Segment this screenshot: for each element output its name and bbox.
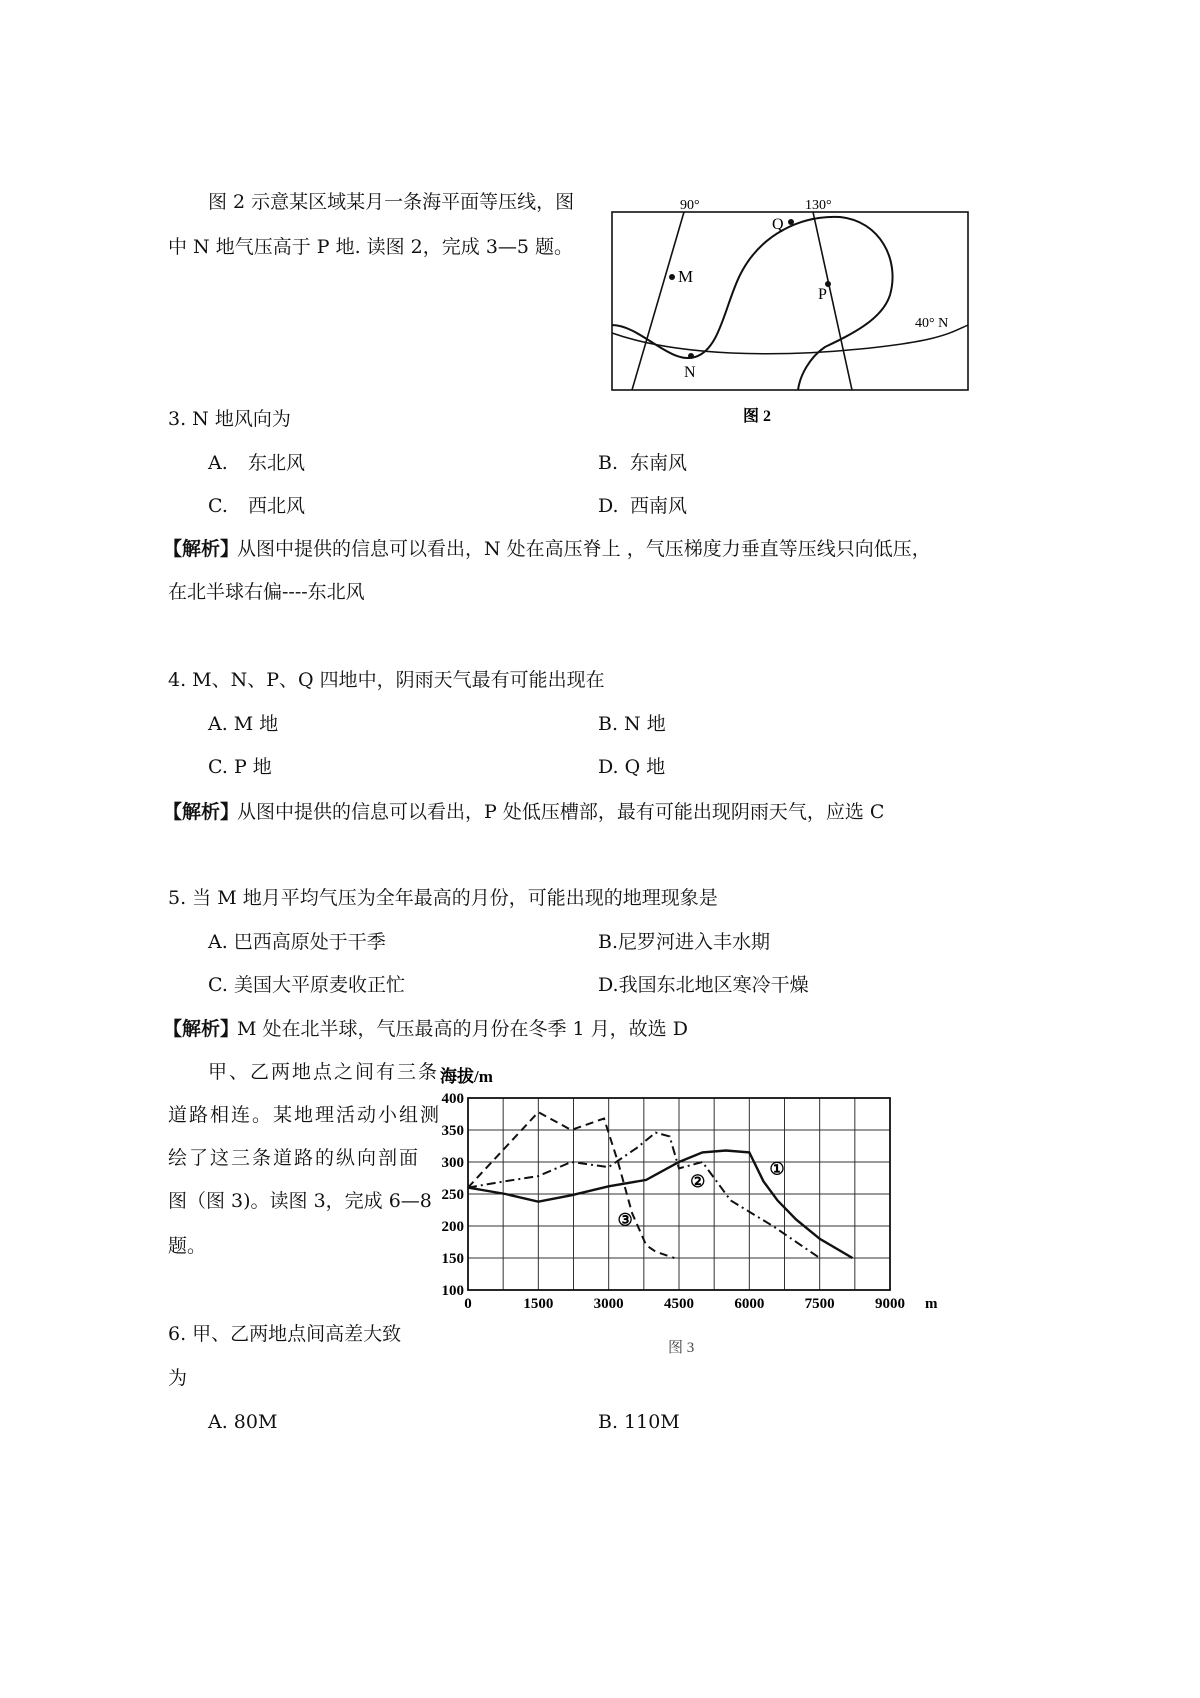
q3-analysis-tag: 【解析】 (163, 538, 240, 560)
q3-option-d-text: 西南风 (630, 495, 688, 517)
q3-option-b-text: 东南风 (630, 452, 688, 474)
q3-option-d-letter: D. (598, 495, 619, 517)
q3-option-a-text: 东北风 (248, 452, 306, 474)
q4-option-c: C. P 地 (208, 756, 272, 778)
x-tick-label: 4500 (664, 1296, 694, 1312)
meridian-90 (632, 212, 684, 390)
intro1-line2: 中 N 地气压高于 P 地. 读图 2，完成 3—5 题。 (168, 236, 574, 258)
q6-option-a: A. 80M (208, 1411, 278, 1433)
x-tick-label: 9000 (875, 1296, 905, 1312)
q3-analysis-line1: 从图中提供的信息可以看出，N 处在高压脊上 ，气压梯度力垂直等压线只向低压， (237, 538, 931, 560)
point-q-label: Q (772, 216, 784, 233)
intro2-line3: 绘了这三条道路的纵向剖面 (168, 1147, 421, 1169)
figure-3-profile-chart (430, 1058, 950, 1358)
x-tick-label: 6000 (734, 1296, 765, 1312)
figure-3-caption: 图 3 (668, 1340, 695, 1356)
intro2-line4: 图（图 3)。读图 3，完成 6—8 (168, 1190, 432, 1212)
q4-option-b: B. N 地 (598, 713, 666, 735)
q3-analysis-line2: 在北半球右偏----东北风 (168, 581, 365, 603)
y-tick-label: 400 (441, 1091, 464, 1107)
q4-stem: 4. M、N、P、Q 四地中，阴雨天气最有可能出现在 (168, 669, 605, 691)
isobar-line (612, 217, 893, 390)
x-tick-label: 3000 (593, 1296, 624, 1312)
route-label-2: ② (690, 1172, 706, 1192)
intro2-line2: 道路相连。某地理活动小组测 (168, 1104, 442, 1126)
figure-2-isobar-map (600, 185, 1000, 430)
q5-option-d: D.我国东北地区寒冷干燥 (598, 974, 809, 996)
x-tick-label: 1500 (523, 1296, 554, 1312)
y-tick-label: 300 (441, 1155, 464, 1171)
q5-analysis-text: M 处在北半球，气压最高的月份在冬季 1 月，故选 D (237, 1018, 688, 1040)
point-m-label: M (678, 267, 694, 286)
q5-analysis-tag: 【解析】 (163, 1018, 240, 1040)
point-p-label: P (818, 286, 827, 303)
q5-stem: 5. 当 M 地月平均气压为全年最高的月份，可能出现的地理现象是 (168, 887, 718, 909)
route-label-1: ① (769, 1159, 785, 1179)
point-n-label: N (684, 364, 696, 381)
x-tick-label: 7500 (804, 1296, 835, 1312)
intro1-line1: 图 2 示意某区域某月一条海平面等压线，图 (208, 191, 575, 213)
q3-option-c-text: 西北风 (248, 495, 306, 517)
y-tick-label: 350 (441, 1123, 464, 1139)
figure-2-caption: 图 2 (743, 408, 772, 425)
lon-130-label: 130° (805, 198, 832, 213)
chart-xunit: m (925, 1296, 938, 1312)
chart-ylabel: 海拔/m (440, 1067, 493, 1086)
lat-40n-label: 40° N (915, 316, 949, 331)
intro2-line1: 甲、乙两地点之间有三条 (208, 1061, 440, 1083)
q3-option-b-letter: B. (598, 452, 619, 474)
y-tick-label: 200 (441, 1219, 464, 1235)
y-tick-label: 250 (441, 1187, 464, 1203)
q4-analysis-tag: 【解析】 (163, 801, 240, 823)
q5-option-b: B.尼罗河进入丰水期 (598, 931, 771, 953)
q5-option-c: C. 美国大平原麦收正忙 (208, 974, 405, 996)
q6-stem-line1: 6. 甲、乙两地点间高差大致 (168, 1323, 402, 1345)
map-frame (612, 212, 968, 390)
lon-90-label: 90° (680, 198, 700, 213)
q5-option-a: A. 巴西高原处于干季 (208, 931, 386, 953)
q3-option-c-letter: C. (208, 495, 228, 517)
y-tick-label: 100 (441, 1283, 464, 1299)
q3-stem: 3. N 地风向为 (168, 408, 291, 430)
q6-stem-line2: 为 (168, 1367, 188, 1389)
q4-analysis-text: 从图中提供的信息可以看出，P 处低压槽部，最有可能出现阴雨天气，应选 C (237, 801, 885, 823)
q4-option-d: D. Q 地 (598, 756, 666, 778)
q3-option-a-letter: A. (208, 452, 228, 474)
x-tick-label: 0 (464, 1296, 472, 1312)
intro2-line5: 题。 (168, 1235, 207, 1257)
route-label-3: ③ (617, 1210, 633, 1230)
q6-option-b: B. 110M (598, 1411, 680, 1433)
y-tick-label: 150 (441, 1251, 464, 1267)
q4-option-a: A. M 地 (208, 713, 279, 735)
